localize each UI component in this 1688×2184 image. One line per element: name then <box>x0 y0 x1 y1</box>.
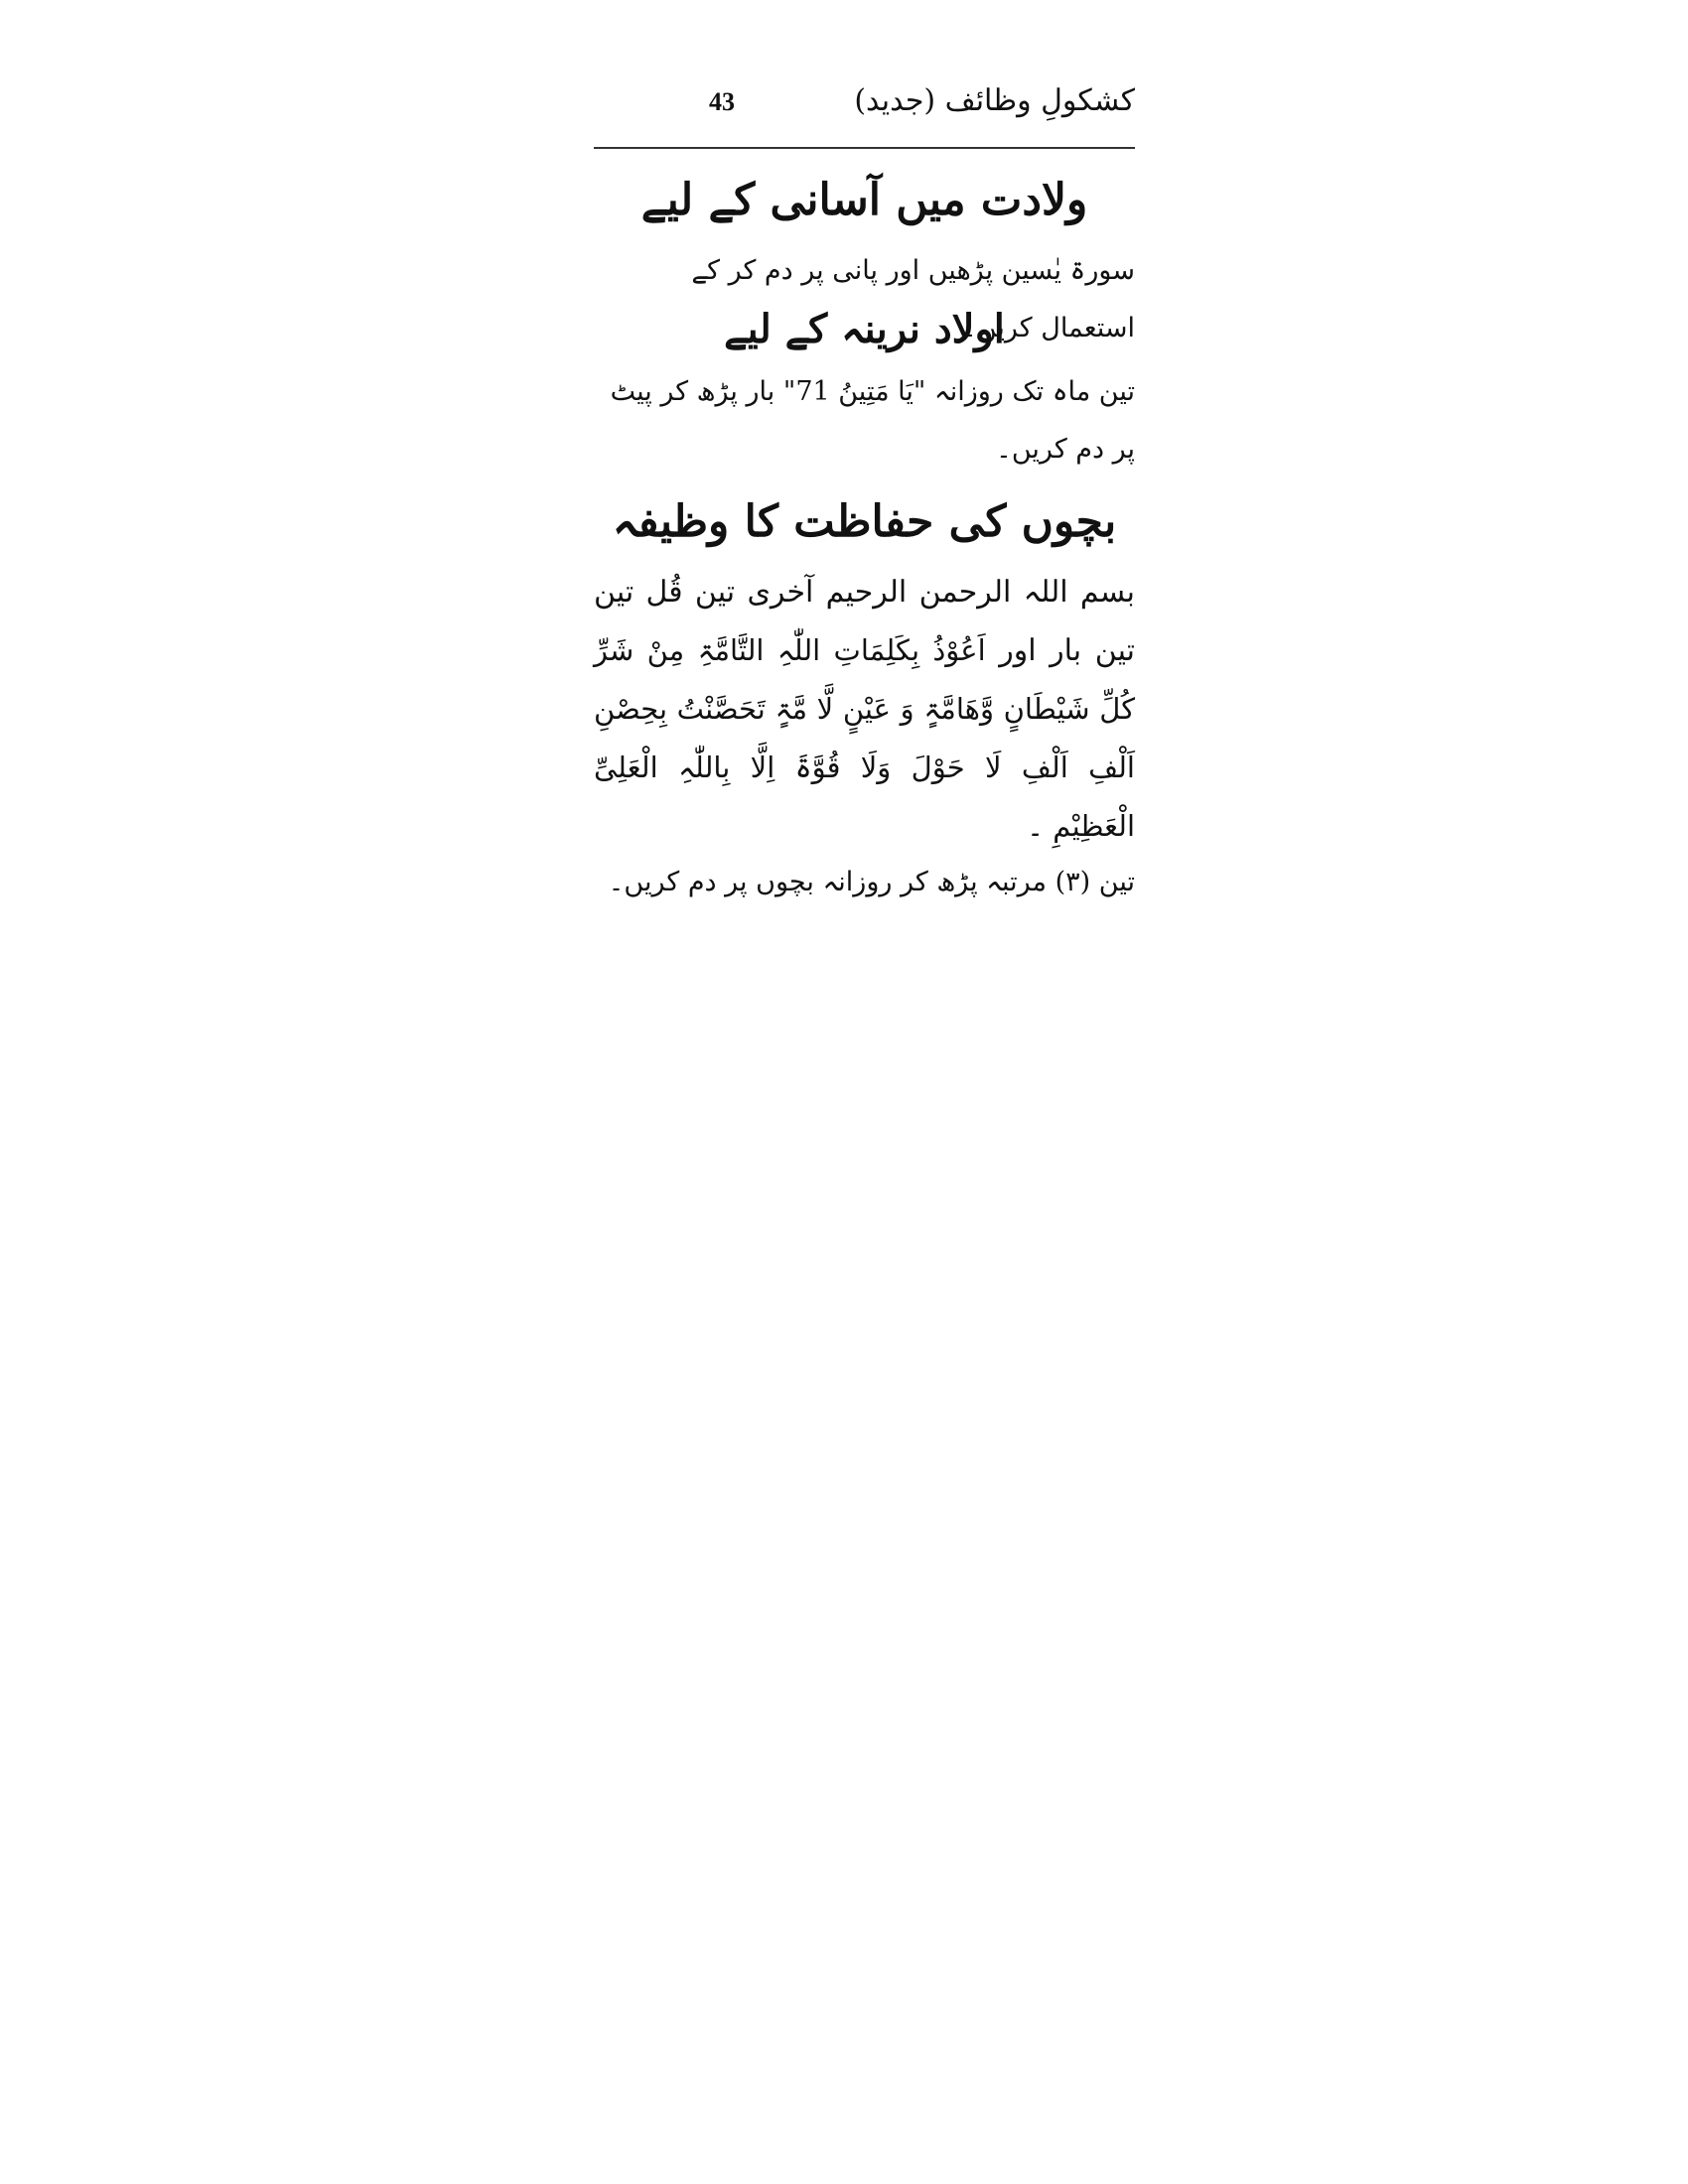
section-heading-male-offspring: اولاد نرینہ کے لیے <box>724 306 1005 352</box>
header-divider <box>594 147 1135 149</box>
protection-intro-text: بسم اللہ الرحمن الرحیم آخری تین قُل تین تین بار اور <box>594 575 1135 668</box>
page-number: 43 <box>709 87 735 116</box>
protection-instruction-text: تین (۳) مرتبہ پڑھ کر روزانہ بچوں پر دم کریں۔ <box>608 867 1135 897</box>
section-text-male-offspring: تین ماہ تک روزانہ "یَا مَتِینُ 71" بار پڑھ کر پیٹ پر دم کریں۔ <box>610 376 1135 465</box>
section-text-child-protection <box>594 564 1135 856</box>
text-column <box>594 79 1135 897</box>
protection-arabic-text: اَعُوْذُ بِکَلِمَاتِ اللّٰہِ التَّامَّۃِ مِنْ شَرِّ کُلِّ شَیْطَانٍ وَّھَامَّۃٍ وَ عَیْنٍ لَّا مَّۃٍ تَحَصَّنْتُ بِحِصْنِ اَلْفِ اَلْفِ لَا حَوْلَ وَلَا قُوَّۃَ اِلَّا بِاللّٰہِ الْعَلِیِّ الْعَظِیْمِ ۔ <box>594 633 1135 843</box>
book-title: کشکولِ وظائف (جدید) <box>854 83 1135 118</box>
section-heading-child-protection: بچوں کی حفاظت کا وظیفہ <box>612 496 1117 547</box>
section-text-easy-childbirth: سورۃ یٰسین پڑھیں اور پانی پر دم کر کے استعمال کریں۔ <box>691 255 1135 343</box>
page-header <box>594 79 1135 141</box>
section-heading-easy-childbirth: ولادت میں آسانی کے لیے <box>640 175 1088 225</box>
